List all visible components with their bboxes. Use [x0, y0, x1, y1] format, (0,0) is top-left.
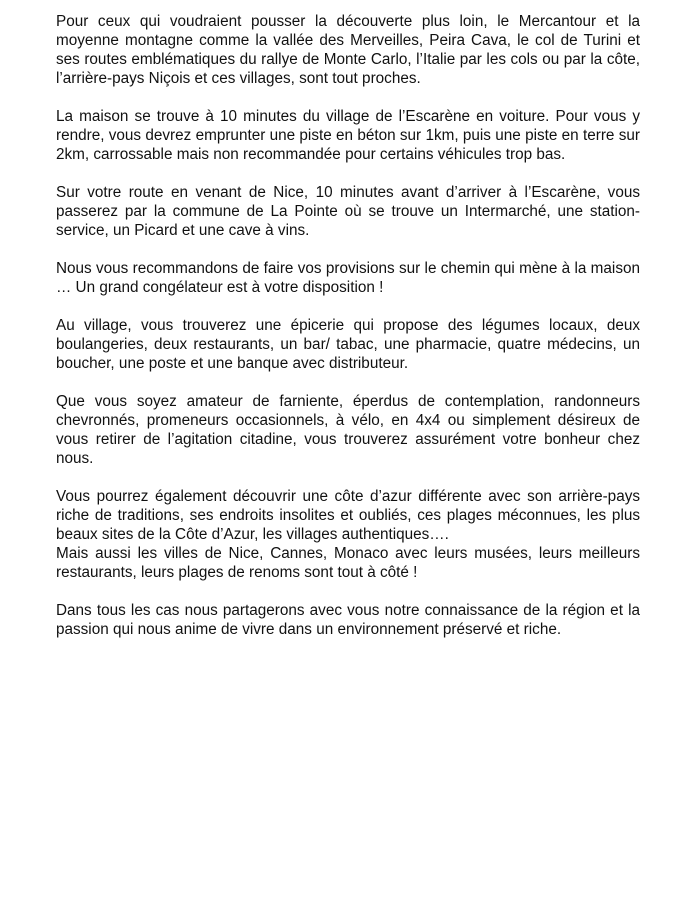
paragraph-provisions: Nous vous recommandons de faire vos provisions sur le chemin qui mène à la maison … Un grand congélateur est à votre disposition ! [56, 260, 640, 296]
paragraph-activities: Que vous soyez amateur de farniente, éperdus de contemplation, randonneurs chevronnés, promeneurs occasionnels, à vélo, en 4x4 ou simplement désireux de vous retirer de l’agitation citadine, vous trouverez assurément votre bonheur chez nous. [56, 393, 640, 467]
paragraph-cote-d-azur: Vous pourrez également découvrir une côte d’azur différente avec son arrière-pays riche de traditions, ses endroits insolites et oubliés, ces plages méconnues, les plus beaux sites de la Côte d’Azur, les villages authentiques…. [56, 488, 640, 543]
paragraph-closing: Dans tous les cas nous partagerons avec vous notre connaissance de la région et la passion qui nous anime de vivre dans un environnement préservé et riche. [56, 602, 640, 638]
paragraph-cities: Mais aussi les villes de Nice, Cannes, Monaco avec leurs musées, leurs meilleurs restaurants, leurs plages de renoms sont tout à côté ! [56, 545, 640, 581]
paragraph-route-from-nice: Sur votre route en venant de Nice, 10 minutes avant d’arriver à l’Escarène, vous passerez par la commune de La Pointe où se trouve un Intermarché, une station-service, un Picard et une cave à vins. [56, 184, 640, 239]
paragraph-access: La maison se trouve à 10 minutes du village de l’Escarène en voiture. Pour vous y rendre, vous devrez emprunter une piste en béton sur 1km, puis une piste en terre sur 2km, carrossable mais non recommandée pour certains véhicules trop bas. [56, 108, 640, 163]
paragraph-exploration: Pour ceux qui voudraient pousser la découverte plus loin, le Mercantour et la moyenne montagne comme la vallée des Merveilles, Peira Cava, le col de Turini et ses routes emblématiques du rallye de Monte Carlo, l’Italie par les cols ou par la côte, l’arrière-pays Niçois et ces villages, sont tout proches. [56, 13, 640, 87]
document-body [56, 12, 640, 658]
paragraph-village-services: Au village, vous trouverez une épicerie qui propose des légumes locaux, deux boulangeries, deux restaurants, un bar/ tabac, une pharmacie, quatre médecins, un boucher, une poste et une banque avec distributeur. [56, 317, 640, 372]
